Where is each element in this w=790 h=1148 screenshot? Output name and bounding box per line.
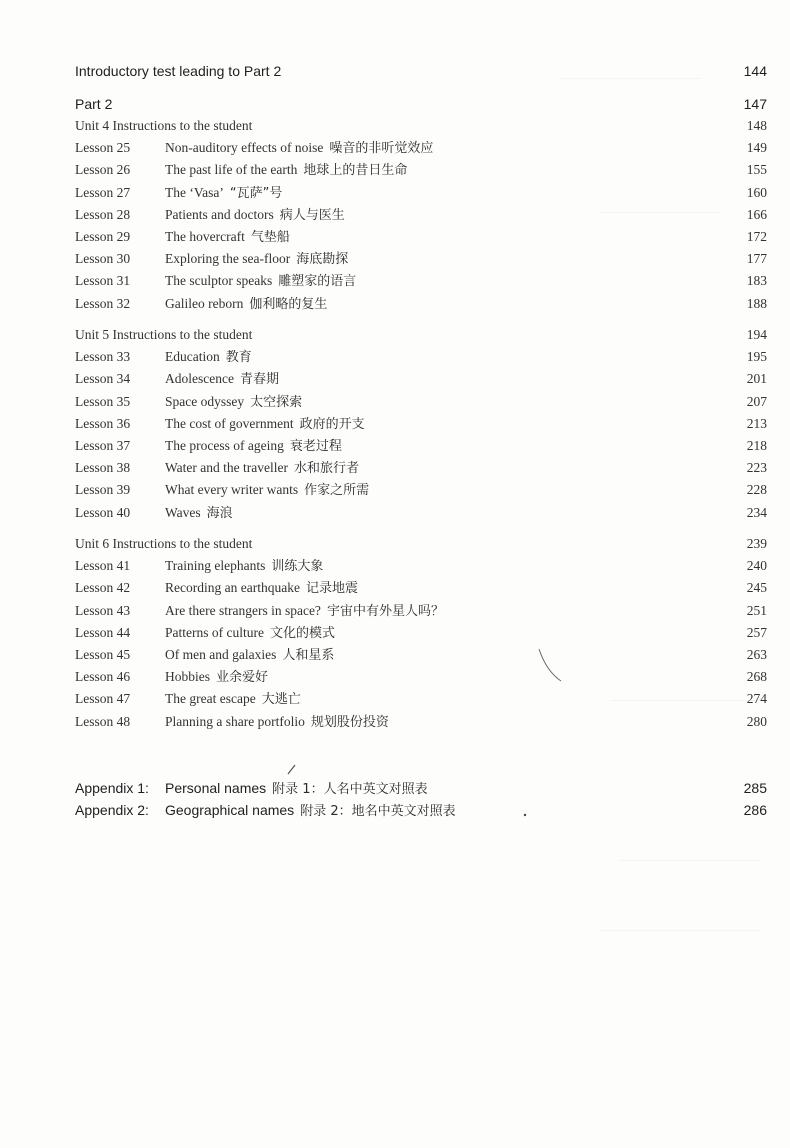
page-number: 274 xyxy=(746,691,767,707)
page-number: 207 xyxy=(746,393,767,409)
lesson-title-zh: 伽利略的复生 xyxy=(249,296,328,312)
lesson-title-group xyxy=(165,182,282,205)
lesson-title-group xyxy=(165,159,407,182)
toc-entry-lesson[interactable] xyxy=(75,293,767,315)
page-number: 280 xyxy=(746,713,767,729)
lesson-title-group xyxy=(165,622,335,645)
lesson-title-group xyxy=(165,346,252,369)
lesson-title-zh: 训练大象 xyxy=(271,559,324,575)
lesson-title-zh: 教育 xyxy=(225,350,252,366)
lesson-title-zh: 衰老过程 xyxy=(289,439,342,454)
appendix-label: Appendix 2: xyxy=(75,802,149,818)
lesson-label: Lesson 25 xyxy=(75,140,131,156)
lesson-title-group xyxy=(165,502,233,525)
page-number: 239 xyxy=(746,536,767,551)
lesson-title: The hovercraft xyxy=(165,229,245,244)
lesson-title: What every writer wants xyxy=(165,482,299,498)
lesson-title-zh: 气垫船 xyxy=(250,230,290,245)
lesson-title-zh: 水和旅行者 xyxy=(293,461,359,477)
page-number: 147 xyxy=(743,96,767,112)
toc-entry-unit[interactable] xyxy=(75,115,767,137)
page-number: 245 xyxy=(746,580,767,596)
toc-entry-lesson[interactable] xyxy=(75,270,767,292)
lesson-label: Lesson 35 xyxy=(75,393,131,409)
lesson-title-zh: 记录地震 xyxy=(305,581,358,597)
toc-entry-lesson[interactable] xyxy=(75,688,767,710)
lesson-label: Lesson 36 xyxy=(75,415,131,431)
page-number: 218 xyxy=(746,438,767,453)
toc-entry-lesson[interactable] xyxy=(75,502,767,524)
lesson-title-zh: 噪音的非听觉效应 xyxy=(329,141,434,157)
page-number: 160 xyxy=(746,184,767,200)
lesson-title-zh: 文化的模式 xyxy=(269,625,335,641)
show-through-mark xyxy=(620,860,760,861)
toc-entry-appendix[interactable] xyxy=(75,799,767,821)
page-number: 251 xyxy=(746,602,767,618)
toc-entry-lesson[interactable] xyxy=(75,413,767,435)
appendix-title: Geographical names xyxy=(165,802,295,818)
page-number: 201 xyxy=(746,371,767,387)
page-number: 228 xyxy=(746,482,767,498)
lesson-title: The past life of the earth xyxy=(165,162,298,178)
lesson-title-group xyxy=(165,644,334,667)
page-number: 240 xyxy=(746,558,767,574)
lesson-title-zh: 青春期 xyxy=(239,372,279,388)
lesson-label: Lesson 47 xyxy=(75,691,131,707)
lesson-title-zh: 业余爱好 xyxy=(216,670,269,686)
page-number: 177 xyxy=(746,251,767,267)
page-number: 286 xyxy=(743,802,767,818)
lesson-title-group xyxy=(165,248,348,271)
lesson-title-zh: 人和星系 xyxy=(282,648,335,663)
lesson-label: Lesson 43 xyxy=(75,602,131,618)
lesson-title: The cost of government xyxy=(165,415,294,431)
lesson-title: Hobbies xyxy=(165,669,210,685)
toc-entry-lesson[interactable] xyxy=(75,391,767,413)
lesson-label: Lesson 29 xyxy=(75,229,131,244)
toc-entry-lesson[interactable] xyxy=(75,137,767,159)
toc-entry-unit[interactable] xyxy=(75,533,767,555)
page-number: 183 xyxy=(746,273,767,289)
toc-entry-lesson[interactable] xyxy=(75,346,767,368)
toc-entry-lesson[interactable] xyxy=(75,479,767,501)
toc-entry-part[interactable] xyxy=(75,93,767,115)
lesson-title-group xyxy=(165,457,359,480)
appendix-title-group xyxy=(165,777,428,801)
toc-entry-lesson[interactable] xyxy=(75,457,767,479)
lesson-title-group xyxy=(165,577,358,600)
lesson-title-group xyxy=(165,688,301,711)
unit-title: Unit 5 Instructions to the student xyxy=(75,327,253,342)
toc-entry-lesson[interactable] xyxy=(75,644,767,666)
page-number: 166 xyxy=(746,206,767,222)
toc-entry-lesson[interactable] xyxy=(75,666,767,688)
page-number: 223 xyxy=(746,460,767,476)
lesson-label: Lesson 45 xyxy=(75,647,131,662)
toc-entry-lesson[interactable] xyxy=(75,204,767,226)
lesson-title-zh: 地球上的昔日生命 xyxy=(303,163,408,179)
lesson-title: The process of ageing xyxy=(165,438,284,453)
page-number: 148 xyxy=(746,118,767,133)
lesson-title-zh: 宇宙中有外星人吗？ xyxy=(326,603,444,619)
toc-entry-lesson[interactable] xyxy=(75,248,767,270)
part-title: Part 2 xyxy=(75,96,113,112)
page-number: 213 xyxy=(746,415,767,431)
lesson-title-zh: 作家之所需 xyxy=(304,483,370,499)
lesson-title: Of men and galaxies xyxy=(165,647,277,662)
lesson-title-zh: 雕塑家的语言 xyxy=(278,274,357,290)
lesson-title-zh: 海浪 xyxy=(206,505,233,521)
lesson-label: Lesson 27 xyxy=(75,184,131,200)
lesson-title: Galileo reborn xyxy=(165,295,244,311)
lesson-title-zh: 规划股份投资 xyxy=(310,714,389,730)
lesson-title: Exploring the sea-floor xyxy=(165,251,291,267)
lesson-title-group xyxy=(165,479,369,502)
unit-title: Unit 4 Instructions to the student xyxy=(75,118,253,133)
lesson-title-group xyxy=(165,413,365,436)
lesson-label: Lesson 32 xyxy=(75,295,131,311)
page-number: 268 xyxy=(746,669,767,685)
lesson-title: Education xyxy=(165,349,220,365)
lesson-label: Lesson 33 xyxy=(75,349,131,365)
lesson-label: Lesson 41 xyxy=(75,558,131,574)
appendix-title-group xyxy=(165,799,456,823)
lesson-title: Adolescence xyxy=(165,371,234,387)
toc-entry-lesson[interactable] xyxy=(75,555,767,577)
lesson-title-zh: 病人与医生 xyxy=(279,207,345,223)
lesson-title-zh: 大逃亡 xyxy=(261,692,301,708)
toc-entry-lesson[interactable] xyxy=(75,600,767,622)
lesson-title-group xyxy=(165,204,345,227)
page-number: 188 xyxy=(746,295,767,311)
lesson-title-group xyxy=(165,435,342,458)
page-number: 149 xyxy=(746,140,767,156)
entry-title: Introductory test leading to Part 2 xyxy=(75,63,282,79)
toc-entry-intro[interactable] xyxy=(75,60,767,82)
lesson-title-zh: “瓦萨”号 xyxy=(229,185,283,201)
appendix-title-zh: 附录 1：人名中英文对照表 xyxy=(272,782,428,797)
lesson-label: Lesson 26 xyxy=(75,162,131,178)
lesson-title: Planning a share portfolio xyxy=(165,713,305,729)
lesson-title: Recording an earthquake xyxy=(165,580,300,596)
lesson-title: Patients and doctors xyxy=(165,206,274,222)
appendix-title: Personal names xyxy=(165,780,267,796)
lesson-label: Lesson 28 xyxy=(75,206,131,222)
appendix-title-zh: 附录 2：地名中英文对照表 xyxy=(300,804,456,819)
lesson-title: The sculptor speaks xyxy=(165,273,273,289)
page-number: 195 xyxy=(746,349,767,365)
lesson-label: Lesson 31 xyxy=(75,273,131,289)
lesson-title-group xyxy=(165,226,290,249)
toc-entry-lesson[interactable] xyxy=(75,182,767,204)
toc-entry-lesson[interactable] xyxy=(75,577,767,599)
lesson-title: Are there strangers in space? xyxy=(165,602,321,618)
lesson-title: Patterns of culture xyxy=(165,624,264,640)
lesson-title: The ‘Vasa’ xyxy=(165,184,224,200)
toc-entry-lesson[interactable] xyxy=(75,622,767,644)
toc-entry-lesson[interactable] xyxy=(75,435,767,457)
page-number: 172 xyxy=(746,229,767,244)
page-number: 144 xyxy=(743,63,767,79)
lesson-title: Water and the traveller xyxy=(165,460,288,476)
toc-entry-lesson[interactable] xyxy=(75,226,767,248)
lesson-title-group xyxy=(165,666,268,689)
toc-entry-unit[interactable] xyxy=(75,324,767,346)
toc-entry-lesson[interactable] xyxy=(75,711,767,733)
lesson-title: Training elephants xyxy=(165,558,266,574)
page-number: 234 xyxy=(746,504,767,520)
lesson-title-group xyxy=(165,270,356,293)
lesson-title-group xyxy=(165,137,433,160)
show-through-mark xyxy=(600,930,760,931)
lesson-label: Lesson 39 xyxy=(75,482,131,498)
lesson-label: Lesson 38 xyxy=(75,460,131,476)
lesson-label: Lesson 40 xyxy=(75,504,131,520)
lesson-label: Lesson 42 xyxy=(75,580,131,596)
lesson-title: Waves xyxy=(165,504,201,520)
lesson-title-group xyxy=(165,711,389,734)
appendix-label: Appendix 1: xyxy=(75,780,149,796)
lesson-title-group xyxy=(165,555,323,578)
lesson-title: Space odyssey xyxy=(165,393,245,409)
page-number: 257 xyxy=(746,624,767,640)
pen-mark xyxy=(286,762,300,776)
page-number: 155 xyxy=(746,162,767,178)
lesson-title-group xyxy=(165,600,444,623)
lesson-title-group xyxy=(165,391,302,414)
lesson-label: Lesson 46 xyxy=(75,669,131,685)
lesson-title: The great escape xyxy=(165,691,256,707)
page-number: 194 xyxy=(746,327,767,342)
unit-title: Unit 6 Instructions to the student xyxy=(75,536,253,551)
dot-mark xyxy=(522,812,528,818)
lesson-title-zh: 海底勘探 xyxy=(296,252,349,268)
lesson-title-zh: 太空探索 xyxy=(250,394,303,410)
toc-entry-lesson[interactable] xyxy=(75,159,767,181)
lesson-label: Lesson 34 xyxy=(75,371,131,387)
lesson-title-zh: 政府的开支 xyxy=(299,416,365,432)
page-number: 263 xyxy=(746,647,767,662)
lesson-title-group xyxy=(165,293,327,316)
toc-entry-lesson[interactable] xyxy=(75,368,767,390)
lesson-title-group xyxy=(165,368,279,391)
page-number: 285 xyxy=(743,780,767,796)
toc-entry-appendix[interactable] xyxy=(75,777,767,799)
lesson-label: Lesson 30 xyxy=(75,251,131,267)
lesson-title: Non-auditory effects of noise xyxy=(165,140,324,156)
lesson-label: Lesson 37 xyxy=(75,438,131,453)
lesson-label: Lesson 44 xyxy=(75,624,131,640)
lesson-label: Lesson 48 xyxy=(75,713,131,729)
